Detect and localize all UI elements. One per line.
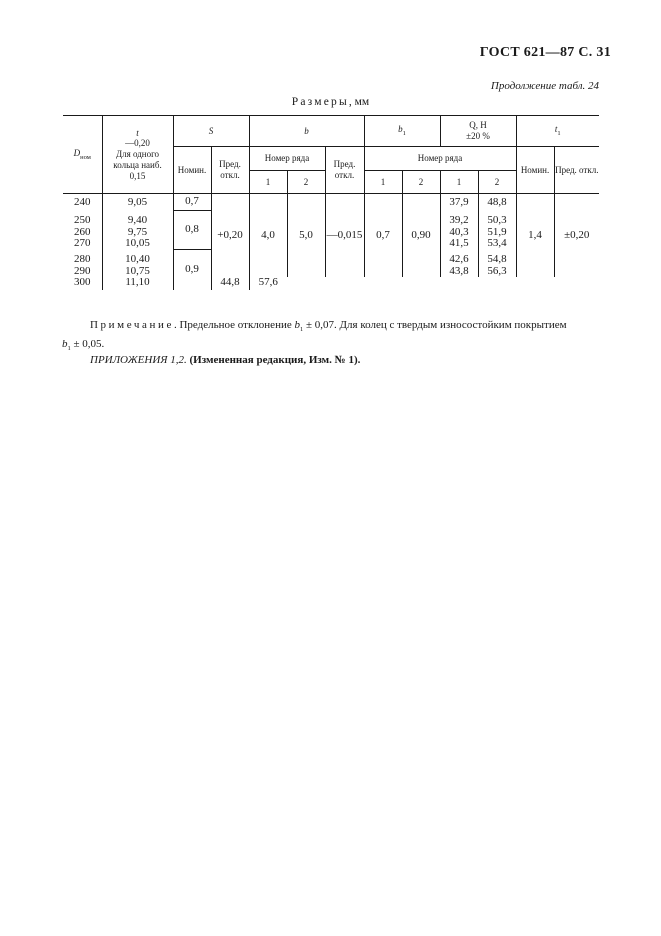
table-continuation-label: Продолжение табл. 24 — [490, 80, 599, 92]
cell-q-row1: 43,8 — [440, 266, 478, 278]
caption-unit: , мм — [348, 96, 370, 108]
cell-t: 10,75 — [102, 266, 173, 278]
cell-d: 270 — [63, 238, 102, 250]
cell-q-row1: 42,6 — [440, 250, 478, 266]
cell-t: 11,10 — [102, 277, 173, 290]
appendix-title: ПРИЛОЖЕНИЯ 1,2. — [90, 354, 187, 366]
b-pred-header: Пред. откл. — [325, 147, 364, 194]
col-header-b1: $b_1$ — [364, 116, 440, 147]
col-header-b: b — [249, 116, 364, 147]
b1-row1-header: 1 — [364, 171, 402, 194]
cell-d: 260 — [63, 227, 102, 239]
cell-q-row2: 57,6 — [249, 277, 287, 290]
b-row1-header: 1 — [249, 171, 287, 194]
col-header-t1: $t_1$ — [516, 116, 599, 147]
col-header-q: Q, Н ±20 % — [440, 116, 516, 147]
t1-nomin-header: Номин. — [516, 147, 554, 194]
note-word: Примечание — [90, 319, 174, 331]
cell-q-row1: 40,3 — [440, 227, 478, 239]
cell-d: 280 — [63, 250, 102, 266]
cell-t1-nomin: 1,4 — [516, 194, 554, 278]
table-note — [62, 318, 598, 356]
cell-q-row1: 41,5 — [440, 238, 478, 250]
note-b1-sub-2: 1 — [67, 345, 71, 353]
note-text-2: ± 0,07. Для колец с твердым износостойким покрытием — [303, 319, 567, 331]
cell-s-nomin: 0,7 — [173, 194, 211, 211]
s-pred-header: Пред. откл. — [211, 147, 249, 194]
cell-t1-pred: ±0,20 — [554, 194, 599, 278]
b1-q-nomer-ryada-header: Номер ряда — [364, 147, 516, 171]
col-header-t: t —0,20 Для одного кольца наиб. 0,15 — [102, 116, 173, 194]
cell-b-row1: 4,0 — [249, 194, 287, 278]
t1-pred-header: Пред. откл. — [554, 147, 599, 194]
q-row2-header: 2 — [478, 171, 516, 194]
note-b1-sub: 1 — [299, 326, 304, 334]
b-nomer-ryada-header: Номер ряда — [249, 147, 325, 171]
cell-q-row2: 53,4 — [478, 238, 516, 250]
cell-s-pred: +0,20 — [211, 194, 249, 278]
table-caption — [0, 96, 661, 108]
cell-q-row2: 54,8 — [478, 250, 516, 266]
q-row1-header: 1 — [440, 171, 478, 194]
cell-t: 9,05 — [102, 194, 173, 211]
note-text-1: . Предельное отклонение — [173, 319, 295, 331]
cell-t: 9,75 — [102, 227, 173, 239]
page-header: ГОСТ 621—87 С. 31 — [479, 45, 611, 60]
col-header-d-nom: $D_{ном}$ — [63, 116, 102, 194]
note-b1-symbol-2: b — [62, 338, 68, 351]
cell-s-nomin: 0,8 — [173, 211, 211, 250]
dimensions-table — [63, 115, 599, 290]
cell-b-pred: —0,015 — [325, 194, 364, 278]
cell-q-row1: 44,8 — [211, 277, 249, 290]
cell-q-row2: 48,8 — [478, 194, 516, 211]
cell-q-row1: 37,9 — [440, 194, 478, 211]
cell-b1-row2: 0,90 — [402, 194, 440, 278]
cell-b-row2: 5,0 — [287, 194, 325, 278]
cell-d: 240 — [63, 194, 102, 211]
cell-q-row2: 50,3 — [478, 211, 516, 227]
caption-word: Размеры — [291, 96, 349, 108]
cell-q-row2: 56,3 — [478, 266, 516, 278]
appendix-line — [90, 354, 360, 366]
col-header-s: S — [173, 116, 249, 147]
cell-q-row2: 51,9 — [478, 227, 516, 239]
cell-s-nomin: 0,9 — [173, 250, 211, 291]
cell-d: 290 — [63, 266, 102, 278]
cell-q-row1: 39,2 — [440, 211, 478, 227]
appendix-revision: (Измененная редакция, Изм. № 1). — [189, 354, 361, 366]
cell-d: 300 — [63, 277, 102, 290]
note-b1-symbol: b — [294, 319, 300, 331]
b1-row2-header: 2 — [402, 171, 440, 194]
cell-t: 9,40 — [102, 211, 173, 227]
cell-t: 10,05 — [102, 238, 173, 250]
b-row2-header: 2 — [287, 171, 325, 194]
cell-d: 250 — [63, 211, 102, 227]
note-text-3: ± 0,05. — [70, 338, 105, 351]
cell-b1-row1: 0,7 — [364, 194, 402, 278]
cell-t: 10,40 — [102, 250, 173, 266]
s-nomin-header: Номин. — [173, 147, 211, 194]
